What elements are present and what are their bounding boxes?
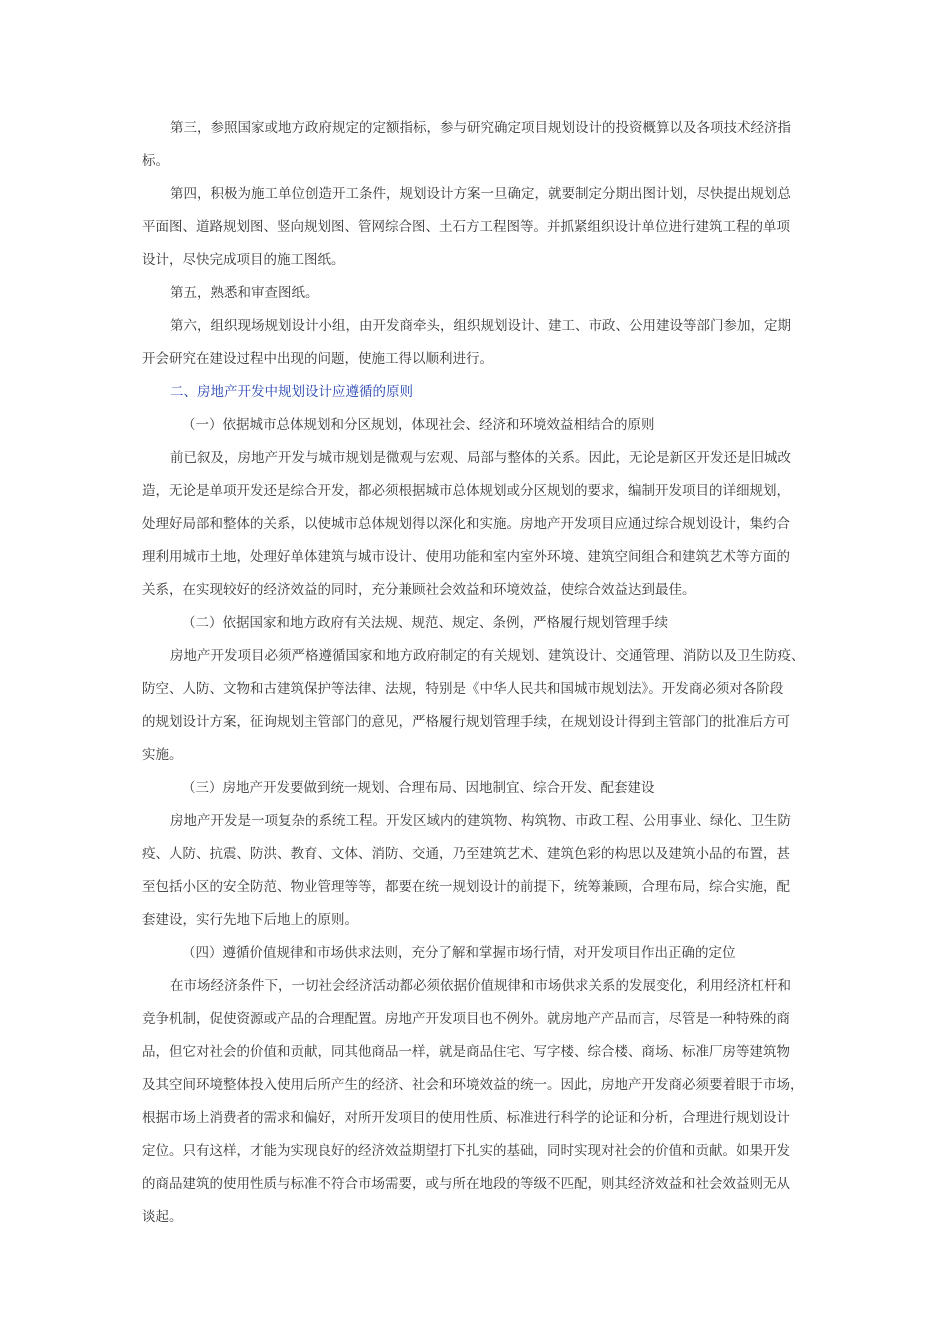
text-line: 防空、人防、文物和古建筑保护等法律、法规，特别是《中华人民共和国城市规划法》。开发商必须对各阶段: [142, 681, 784, 697]
text-line: 的商品建筑的使用性质与标准不符合市场需要，或与所在地段的等级不匹配，则其经济效益和社会效益则无从: [142, 1176, 790, 1192]
text-line: 至包括小区的安全防范、物业管理等等，都要在统一规划设计的前提下，统筹兼顾，合理布局，综合实施，配: [142, 879, 790, 895]
text-line: 关系，在实现较好的经济效益的同时，充分兼顾社会效益和环境效益，使综合效益达到最佳。: [142, 582, 696, 598]
text-line: 设计，尽快完成项目的施工图纸。: [142, 252, 345, 268]
text-line: 套建设，实行先地下后地上的原则。: [142, 912, 358, 928]
text-line: 竞争机制，促使资源或产品的合理配置。房地产开发项目也不例外。就房地产产品而言，尽管是一种特殊的商: [142, 1011, 790, 1027]
text-line: 第四，积极为施工单位创造开工条件，规划设计方案一旦确定，就要制定分期出图计划，尽快提出规划总: [170, 186, 791, 202]
text-line: 实施。: [142, 747, 183, 763]
subsection-heading: （一）依据城市总体规划和分区规划，体现社会、经济和环境效益相结合的原则: [182, 417, 655, 433]
text-line: 的规划设计方案，征询规划主管部门的意见，严格履行规划管理手续，在规划设计得到主管部门的批准后方可: [142, 714, 790, 730]
subsection-heading: （四）遵循价值规律和市场供求法则，充分了解和掌握市场行情，对开发项目作出正确的定位: [182, 945, 736, 961]
text-line: 平面图、道路规划图、竖向规划图、管网综合图、土石方工程图等。并抓紧组织设计单位进行建筑工程的单项: [142, 219, 790, 235]
subsection-heading: （三）房地产开发要做到统一规划、合理布局、因地制宜、综合开发、配套建设: [182, 780, 655, 796]
text-line: 第三，参照国家或地方政府规定的定额指标，参与研究确定项目规划设计的投资概算以及各项技术经济指: [170, 120, 791, 136]
text-line: 谈起。: [142, 1209, 183, 1225]
text-line: 造，无论是单项开发还是综合开发，都必须根据城市总体规划或分区规划的要求，编制开发项目的详细规划，: [142, 483, 790, 499]
text-line: 品，但它对社会的价值和贡献，同其他商品一样，就是商品住宅、写字楼、综合楼、商场、标准厂房等建筑物: [142, 1044, 790, 1060]
text-line: 标。: [142, 153, 169, 169]
text-line: 理利用城市土地，处理好单体建筑与城市设计、使用功能和室内室外环境、建筑空间组合和建筑艺术等方面的: [142, 549, 790, 565]
section-heading: 二、房地产开发中规划设计应遵循的原则: [170, 384, 413, 400]
text-line: 根据市场上消费者的需求和偏好，对所开发项目的使用性质、标准进行科学的论证和分析，合理进行规划设计: [142, 1110, 790, 1126]
document-body: [142, 112, 820, 1234]
text-line: 前已叙及，房地产开发与城市规划是微观与宏观、局部与整体的关系。因此，无论是新区开发还是旧城改: [170, 450, 791, 466]
text-line: 开会研究在建设过程中出现的问题，使施工得以顺利进行。: [142, 351, 493, 367]
subsection-heading: （二）依据国家和地方政府有关法规、规范、规定、条例，严格履行规划管理手续: [182, 615, 668, 631]
text-line: 处理好局部和整体的关系，以使城市总体规划得以深化和实施。房地产开发项目应通过综合规划设计，集约合: [142, 516, 790, 532]
text-line: 定位。只有这样，才能为实现良好的经济效益期望打下扎实的基础，同时实现对社会的价值和贡献。如果开发: [142, 1143, 790, 1159]
text-line: 及其空间环境整体投入使用后所产生的经济、社会和环境效益的统一。因此，房地产开发商必须要着眼于市场，: [142, 1077, 804, 1093]
text-line: 房地产开发是一项复杂的系统工程。开发区域内的建筑物、构筑物、市政工程、公用事业、绿化、卫生防: [170, 813, 791, 829]
text-line: 第六，组织现场规划设计小组，由开发商牵头，组织规划设计、建工、市政、公用建设等部门参加，定期: [170, 318, 791, 334]
text-line: 第五，熟悉和审查图纸。: [170, 285, 319, 301]
text-line: 疫、人防、抗震、防洪、教育、文体、消防、交通，乃至建筑艺术、建筑色彩的构思以及建筑小品的布置，甚: [142, 846, 790, 862]
text-line: 房地产开发项目必须严格遵循国家和地方政府制定的有关规划、建筑设计、交通管理、消防以及卫生防疫、: [170, 648, 805, 664]
text-line: 在市场经济条件下，一切社会经济活动都必须依据价值规律和市场供求关系的发展变化，利用经济杠杆和: [170, 978, 791, 994]
